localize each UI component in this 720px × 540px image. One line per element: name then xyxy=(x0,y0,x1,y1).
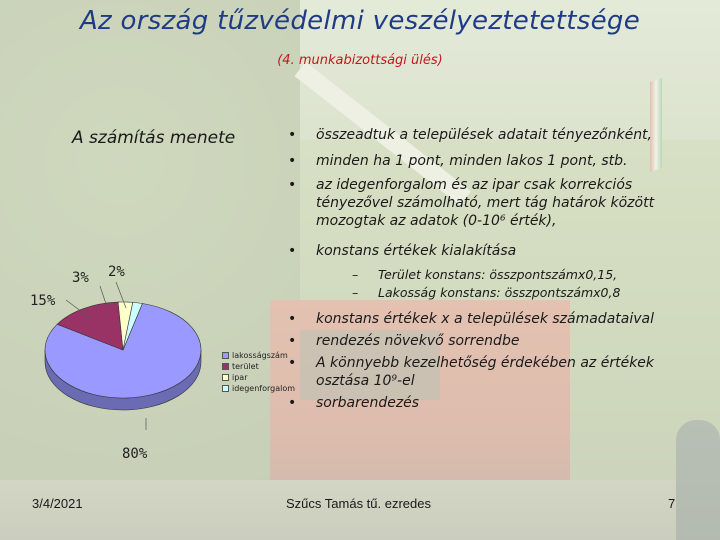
bullet-text: sorbarendezés xyxy=(316,395,420,411)
bullet-dot: • xyxy=(288,333,297,349)
legend-label: ipar xyxy=(232,373,248,382)
bullet-dot: • xyxy=(288,243,297,259)
pie-data-label-ipar: 3% xyxy=(72,270,89,286)
pie-data-label-terület: 15% xyxy=(30,293,56,309)
bullet-dot: • xyxy=(288,127,297,143)
sub-bullet-list xyxy=(316,266,711,302)
pie-data-label-lakosság: 80% xyxy=(122,446,148,462)
bullet-item xyxy=(286,152,711,170)
pie-data-label-idegenforgalom: 2% xyxy=(108,264,125,280)
sub-bullet-dash: – xyxy=(352,285,359,300)
bullet-dot: • xyxy=(288,153,297,169)
sub-bullet-item xyxy=(316,266,711,284)
footer-page-number: 7 xyxy=(668,496,676,511)
slide-subtitle: (4. munkabizottsági ülés) xyxy=(277,53,443,68)
bullet-text: az idegenforgalom és az ipar csak korrekciós tényezővel számolható, mert tág határok között mozogtak az adatok (0-10⁶ érték), xyxy=(316,177,655,229)
bullet-list xyxy=(286,126,711,412)
bullet-item xyxy=(286,242,711,302)
legend-swatch xyxy=(222,363,229,370)
footer-author: Szűcs Tamás tű. ezredes xyxy=(286,496,431,511)
legend-item-terület xyxy=(222,361,295,372)
bullet-text: konstans értékek kialakítása xyxy=(316,243,517,259)
bullet-item xyxy=(286,354,711,390)
legend-item-ipar xyxy=(222,372,295,383)
bullet-text: A könnyebb kezelhetőség érdekében az értékek osztása 10⁹-el xyxy=(316,355,655,389)
bullet-item xyxy=(286,126,711,144)
bullet-item xyxy=(286,332,711,350)
slide-title: Az ország tűzvédelmi veszélyeztetettsége xyxy=(79,6,641,36)
legend-swatch xyxy=(222,385,229,392)
sub-bullet-text: Terület konstans: összpontszámx0,15, xyxy=(378,267,618,282)
sub-bullet-dash: – xyxy=(352,267,359,282)
bullet-item xyxy=(286,394,711,412)
legend-item-lakosság xyxy=(222,350,295,361)
legend-label: lakosságszám xyxy=(232,351,288,360)
bullet-dot: • xyxy=(288,311,297,327)
bullet-text: összeadtuk a települések adatait tényezőnként, xyxy=(316,127,652,143)
bullet-item xyxy=(286,176,711,230)
legend-label: terület xyxy=(232,362,259,371)
bullet-dot: • xyxy=(288,355,297,371)
chart-legend xyxy=(222,350,295,394)
legend-item-idegenforgalom xyxy=(222,383,295,394)
legend-swatch xyxy=(222,374,229,381)
sub-bullet-item xyxy=(316,284,711,302)
bullet-text: minden ha 1 pont, minden lakos 1 pont, stb. xyxy=(316,153,628,169)
bullet-item xyxy=(286,310,711,328)
side-heading: A számítás menete xyxy=(72,128,236,148)
legend-label: idegenforgalom xyxy=(232,384,296,393)
sub-bullet-text: Lakosság konstans: összpontszámx0,8 xyxy=(378,285,621,300)
footer-date: 3/4/2021 xyxy=(32,496,83,511)
bullet-text: rendezés növekvő sorrendbe xyxy=(316,333,520,349)
bullet-dot: • xyxy=(288,177,297,193)
bullet-text: konstans értékek x a települések számadataival xyxy=(316,311,654,327)
legend-swatch xyxy=(222,352,229,359)
bullet-dot: • xyxy=(288,395,297,411)
